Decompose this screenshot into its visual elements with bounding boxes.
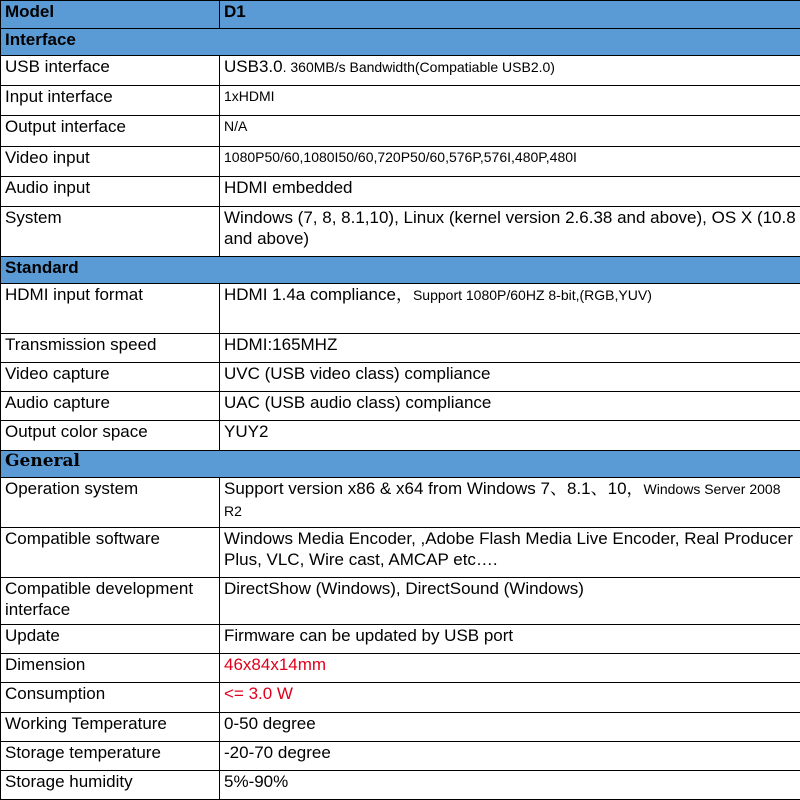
section-title: General bbox=[1, 450, 800, 477]
header-row bbox=[1, 1, 800, 29]
table-row bbox=[1, 625, 800, 654]
row-label: Audio input bbox=[1, 176, 220, 206]
section-standard bbox=[1, 256, 800, 283]
row-label: Compatible development interface bbox=[1, 578, 220, 625]
table-row bbox=[1, 712, 800, 741]
row-label: Compatible software bbox=[1, 527, 220, 577]
row-value: -20-70 degree bbox=[220, 741, 800, 770]
table-row bbox=[1, 56, 800, 86]
section-title: Standard bbox=[1, 256, 800, 283]
row-label: Transmission speed bbox=[1, 334, 220, 363]
table-row bbox=[1, 86, 800, 116]
row-value: UAC (USB audio class) compliance bbox=[220, 392, 800, 421]
row-label: Dimension bbox=[1, 654, 220, 683]
value-detail: Support 1080P/60HZ 8-bit,(RGB,YUV) bbox=[412, 287, 652, 304]
model-value: D1 bbox=[220, 1, 800, 29]
row-value: 1xHDMI bbox=[220, 86, 800, 116]
row-value: YUY2 bbox=[220, 421, 800, 450]
value-main: USB3.0 bbox=[224, 57, 283, 77]
row-label: Storage humidity bbox=[1, 770, 220, 799]
row-value bbox=[220, 56, 800, 86]
row-value: DirectShow (Windows), DirectSound (Windows) bbox=[220, 578, 800, 625]
row-value: 46x84x14mm bbox=[220, 654, 800, 683]
row-value: Firmware can be updated by USB port bbox=[220, 625, 800, 654]
row-value: 0-50 degree bbox=[220, 712, 800, 741]
table-row bbox=[1, 477, 800, 527]
table-row bbox=[1, 421, 800, 450]
row-value: N/A bbox=[220, 116, 800, 146]
table-row bbox=[1, 527, 800, 577]
value-detail: . 360MB/s Bandwidth(Compatiable USB2.0) bbox=[282, 59, 555, 76]
row-label: Working Temperature bbox=[1, 712, 220, 741]
row-value: UVC (USB video class) compliance bbox=[220, 363, 800, 392]
row-value bbox=[220, 284, 800, 334]
table-row bbox=[1, 334, 800, 363]
row-label: Output interface bbox=[1, 116, 220, 146]
table-row bbox=[1, 363, 800, 392]
table-row bbox=[1, 206, 800, 256]
row-label: Operation system bbox=[1, 477, 220, 527]
table-row bbox=[1, 578, 800, 625]
row-label: Audio capture bbox=[1, 392, 220, 421]
row-value: HDMI embedded bbox=[220, 176, 800, 206]
row-label: Output color space bbox=[1, 421, 220, 450]
row-label: Input interface bbox=[1, 86, 220, 116]
table-row bbox=[1, 284, 800, 334]
table-row bbox=[1, 146, 800, 176]
model-label: Model bbox=[1, 1, 220, 29]
row-value: Windows (7, 8, 8.1,10), Linux (kernel version 2.6.38 and above), OS X (10.8 and above) bbox=[220, 206, 800, 256]
section-title: Interface bbox=[1, 29, 800, 56]
value-main: HDMI 1.4a compliance， bbox=[224, 285, 413, 305]
row-label: Video input bbox=[1, 146, 220, 176]
table-row bbox=[1, 392, 800, 421]
row-value bbox=[220, 477, 800, 527]
value-main: Support version x86 & x64 from Windows 7、8.1、10， bbox=[224, 478, 644, 498]
value-detail: Windows Server 2008 R2 bbox=[224, 480, 781, 519]
section-interface bbox=[1, 29, 800, 56]
row-label: Update bbox=[1, 625, 220, 654]
row-label: USB interface bbox=[1, 56, 220, 86]
section-general bbox=[1, 450, 800, 477]
row-value: <= 3.0 W bbox=[220, 683, 800, 712]
table-row bbox=[1, 116, 800, 146]
row-label: HDMI input format bbox=[1, 284, 220, 334]
table-row bbox=[1, 770, 800, 799]
row-label: Consumption bbox=[1, 683, 220, 712]
table-row bbox=[1, 683, 800, 712]
row-label: System bbox=[1, 206, 220, 256]
row-value: HDMI:165MHZ bbox=[220, 334, 800, 363]
row-value: Windows Media Encoder, ,Adobe Flash Media Live Encoder, Real Producer Plus, VLC, Wire cast, AMCAP etc…. bbox=[220, 527, 800, 577]
row-label: Video capture bbox=[1, 363, 220, 392]
table-row bbox=[1, 176, 800, 206]
table-row bbox=[1, 741, 800, 770]
row-value: 1080P50/60,1080I50/60,720P50/60,576P,576I,480P,480I bbox=[220, 146, 800, 176]
row-label: Storage temperature bbox=[1, 741, 220, 770]
row-value: 5%-90% bbox=[220, 770, 800, 799]
table-row bbox=[1, 654, 800, 683]
